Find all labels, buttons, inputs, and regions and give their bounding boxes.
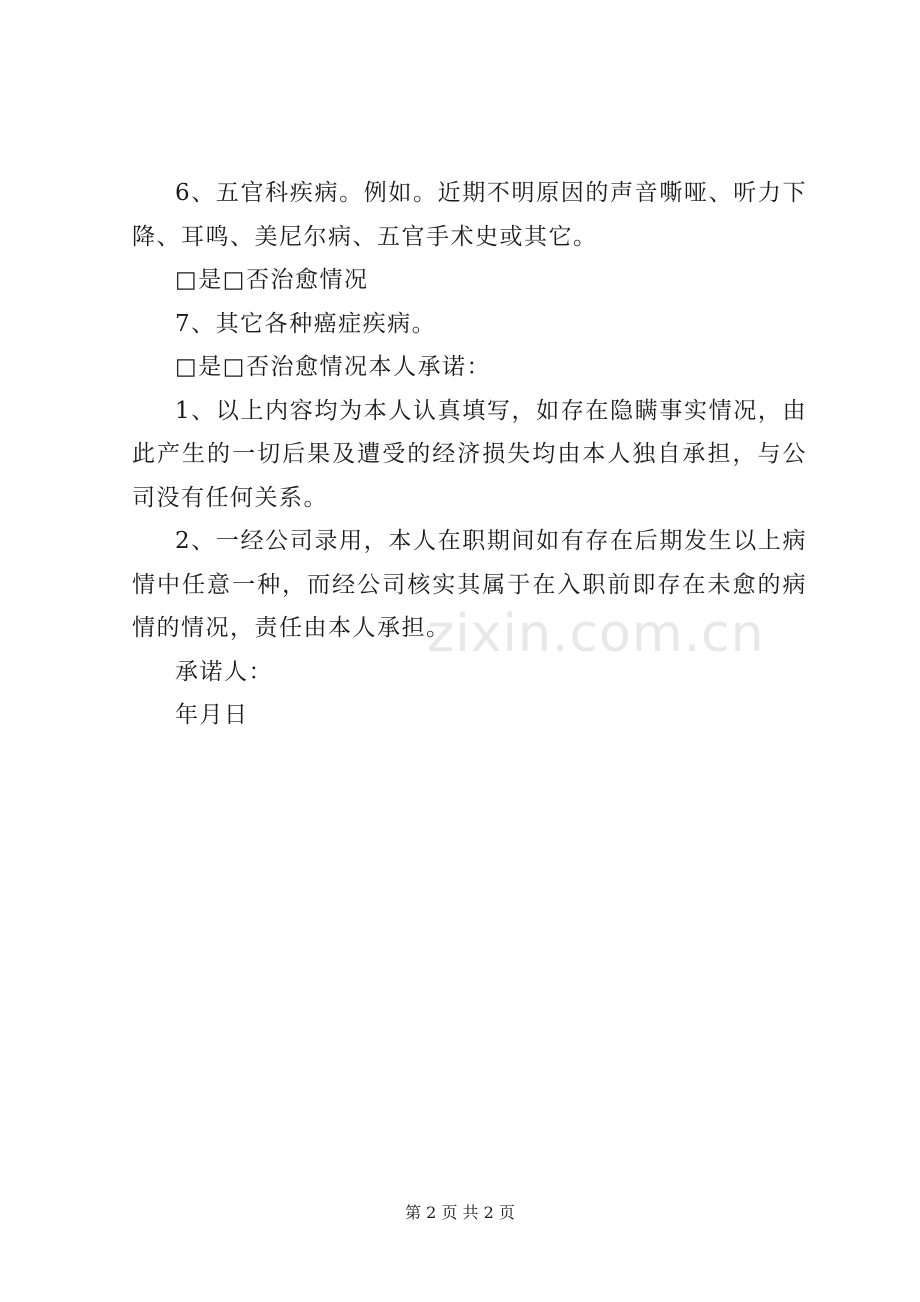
page-footer: 第 2 页 共 2 页 — [405, 1203, 515, 1222]
paragraph-commitment-2: 2、一经公司录用，本人在职期间如有存在后期发生以上病情中任意一种，而经公司核实其属于在入职前即存在未愈的病情的情况，责任由本人承担。 — [132, 528, 807, 641]
watermark: zixin.com.cn — [427, 604, 765, 664]
paragraph-checkbox-cure-status-2: □是□否治愈情况本人承诺： — [175, 354, 491, 380]
paragraph-commitment-1: 1、以上内容均为本人认真填写，如存在隐瞒事实情况，由此产生的一切后果及遭受的经济损失均由本人独自承担，与公司没有任何关系。 — [132, 397, 807, 511]
document-body — [132, 172, 807, 738]
paragraph-checkbox-cure-status-1: □是□否治愈情况 — [175, 267, 369, 293]
paragraph-ent-diseases: 6、五官科疾病。例如。近期不明原因的声音嘶哑、听力下降、耳鸣、美尼尔病、五官手术史或其它。 — [132, 180, 807, 250]
signature-label: 承诺人： — [175, 658, 273, 685]
paragraph-cancer-diseases: 7、其它各种癌症疾病。 — [175, 310, 437, 337]
date-label: 年月日 — [175, 702, 249, 728]
